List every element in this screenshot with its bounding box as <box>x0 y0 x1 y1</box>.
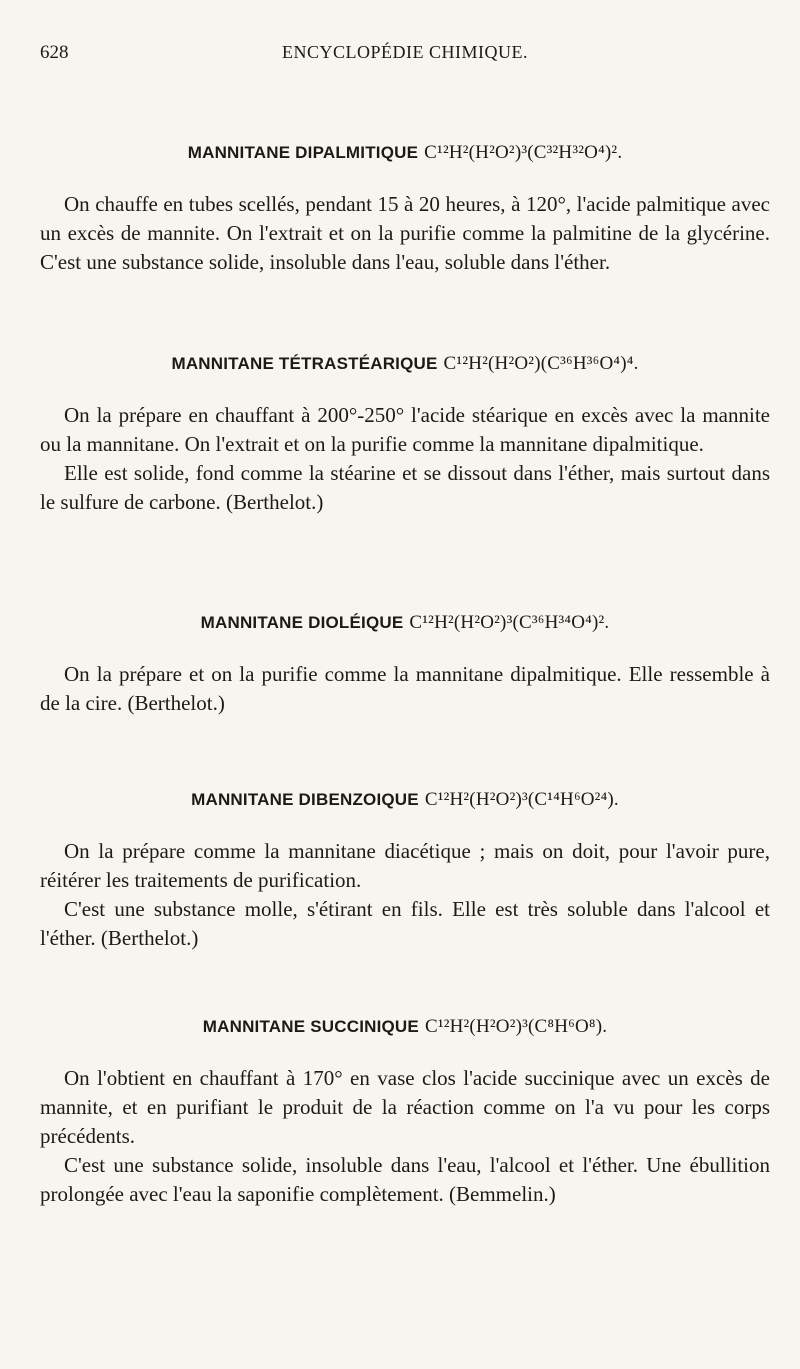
section-heading <box>40 789 770 811</box>
section-mannitane-dioleique <box>40 612 770 718</box>
section-mannitane-dipalmitique <box>40 142 770 277</box>
page-number: 628 <box>40 42 69 63</box>
section-heading <box>40 1016 770 1038</box>
section-title: MANNITANE DIBENZOIQUE <box>191 790 419 809</box>
running-title: ENCYCLOPÉDIE CHIMIQUE. <box>282 42 528 62</box>
section-heading <box>40 612 770 634</box>
chemical-formula: C¹²H²(H²O²)(C³⁶H³⁶O⁴)⁴. <box>443 353 639 374</box>
running-head <box>40 42 770 72</box>
paragraph: On la prépare en chauffant à 200°-250° l'acide stéarique en excès avec la mannite ou la mannitane. On l'extrait et on la purifie comme la mannitane dipalmitique. <box>40 403 770 456</box>
paragraph: C'est une substance solide, insoluble dans l'eau, l'alcool et l'éther. Une ébullition prolongée avec l'eau la saponifie complètement. (Bemmelin.) <box>40 1153 770 1206</box>
section-title: MANNITANE TÉTRASTÉARIQUE <box>171 354 438 373</box>
paragraph: C'est une substance molle, s'étirant en fils. Elle est très soluble dans l'alcool et l'éther. (Berthelot.) <box>40 897 770 950</box>
paragraph: On l'obtient en chauffant à 170° en vase clos l'acide succinique avec un excès de mannite, et en purifiant le produit de la réaction comme on l'a vu pour les corps précédents. <box>40 1066 770 1148</box>
chemical-formula: C¹²H²(H²O²)³(C³⁶H³⁴O⁴)². <box>409 612 610 633</box>
chemical-formula: C¹²H²(H²O²)³(C³²H³²O⁴)². <box>424 142 623 163</box>
section-mannitane-succinique <box>40 1016 770 1209</box>
section-title: MANNITANE DIOLÉIQUE <box>200 613 404 632</box>
chemical-formula: C¹²H²(H²O²)³(C⁸H⁶O⁸). <box>424 1016 608 1037</box>
section-mannitane-tetrastearique <box>40 353 770 517</box>
chemical-formula: C¹²H²(H²O²)³(C¹⁴H⁶O²⁴). <box>424 789 619 810</box>
paragraph: On la prépare comme la mannitane diacétique ; mais on doit, pour l'avoir pure, réitérer les traitements de purification. <box>40 839 770 892</box>
section-mannitane-dibenzoique <box>40 789 770 953</box>
paragraph: Elle est solide, fond comme la stéarine et se dissout dans l'éther, mais surtout dans le sulfure de carbone. (Berthelot.) <box>40 461 770 514</box>
section-heading <box>40 353 770 375</box>
section-title: MANNITANE SUCCINIQUE <box>202 1017 419 1036</box>
paragraph: On la prépare et on la purifie comme la mannitane dipalmitique. Elle ressemble à de la cire. (Berthelot.) <box>40 662 770 715</box>
section-title: MANNITANE DIPALMITIQUE <box>187 143 419 162</box>
section-heading <box>40 142 770 164</box>
paragraph: On chauffe en tubes scellés, pendant 15 à 20 heures, à 120°, l'acide palmitique avec un excès de mannite. On l'extrait et on la purifie comme la palmitine de la glycérine. C'est une substance solide, insoluble dans l'eau, soluble dans l'éther. <box>40 192 770 274</box>
